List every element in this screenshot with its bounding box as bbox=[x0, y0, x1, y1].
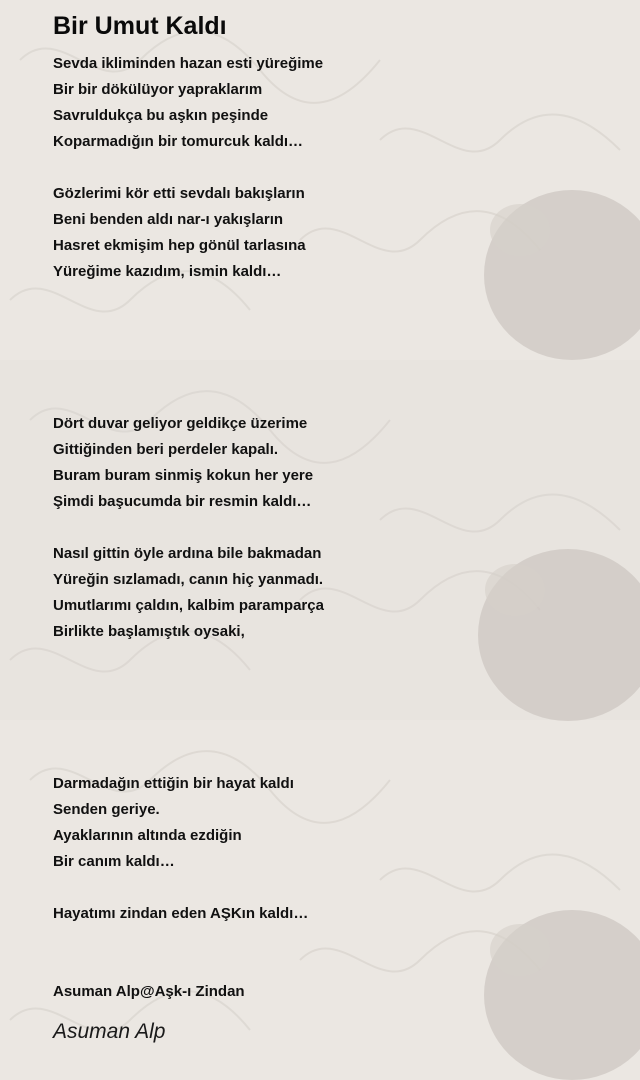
poem-line: Birlikte başlamıştık oysaki, bbox=[53, 623, 245, 640]
poem-line: Beni benden aldı nar-ı yakışların bbox=[53, 211, 284, 228]
poem-line: Nasıl gittin öyle ardına bile bakmadan bbox=[53, 545, 322, 562]
poem-line: Gittiğinden beri perdeler kapalı. bbox=[53, 441, 279, 458]
author-line: Asuman Alp@Aşk-ı Zindan bbox=[53, 983, 245, 1000]
poem-line: Umutlarımı çaldın, kalbim paramparça bbox=[53, 597, 324, 614]
poem-line: Şimdi başucumda bir resmin kaldı… bbox=[53, 493, 312, 510]
stanza-3 bbox=[53, 411, 313, 515]
poem-line: Savruldukça bu aşkın peşinde bbox=[53, 107, 269, 124]
stanza-5 bbox=[53, 771, 294, 875]
poem-line: Bir bir dökülüyor yapraklarım bbox=[53, 81, 263, 98]
poem-line: Ayaklarının altında ezdiğin bbox=[53, 827, 242, 844]
poem-title: Bir Umut Kaldı bbox=[53, 12, 227, 40]
poem-line: Yüreğime kazıdım, ismin kaldı… bbox=[53, 263, 282, 280]
poem-line: Darmadağın ettiğin bir hayat kaldı bbox=[53, 775, 294, 792]
poem-line: Hayatımı zindan eden AŞKın kaldı… bbox=[53, 905, 309, 922]
stanza-2 bbox=[53, 181, 306, 285]
poem-line: Buram buram sinmiş kokun her yere bbox=[53, 467, 314, 484]
stanza-1 bbox=[53, 51, 323, 155]
author-signature: Asuman Alp bbox=[53, 1020, 166, 1043]
poem-line: Hasret ekmişim hep gönül tarlasına bbox=[53, 237, 306, 254]
stanza-4 bbox=[53, 541, 324, 645]
poem-line: Sevda ikliminden hazan esti yüreğime bbox=[53, 55, 324, 72]
poem-line: Gözlerimi kör etti sevdalı bakışların bbox=[53, 185, 305, 202]
poem-line: Yüreğin sızlamadı, canın hiç yanmadı. bbox=[53, 571, 324, 588]
stanza-6 bbox=[53, 901, 308, 927]
poem-line: Senden geriye. bbox=[53, 801, 160, 818]
poem-line: Bir canım kaldı… bbox=[53, 853, 175, 870]
poem-line: Dört duvar geliyor geldikçe üzerime bbox=[53, 415, 308, 432]
poem-line: Koparmadığın bir tomurcuk kaldı… bbox=[53, 133, 304, 150]
